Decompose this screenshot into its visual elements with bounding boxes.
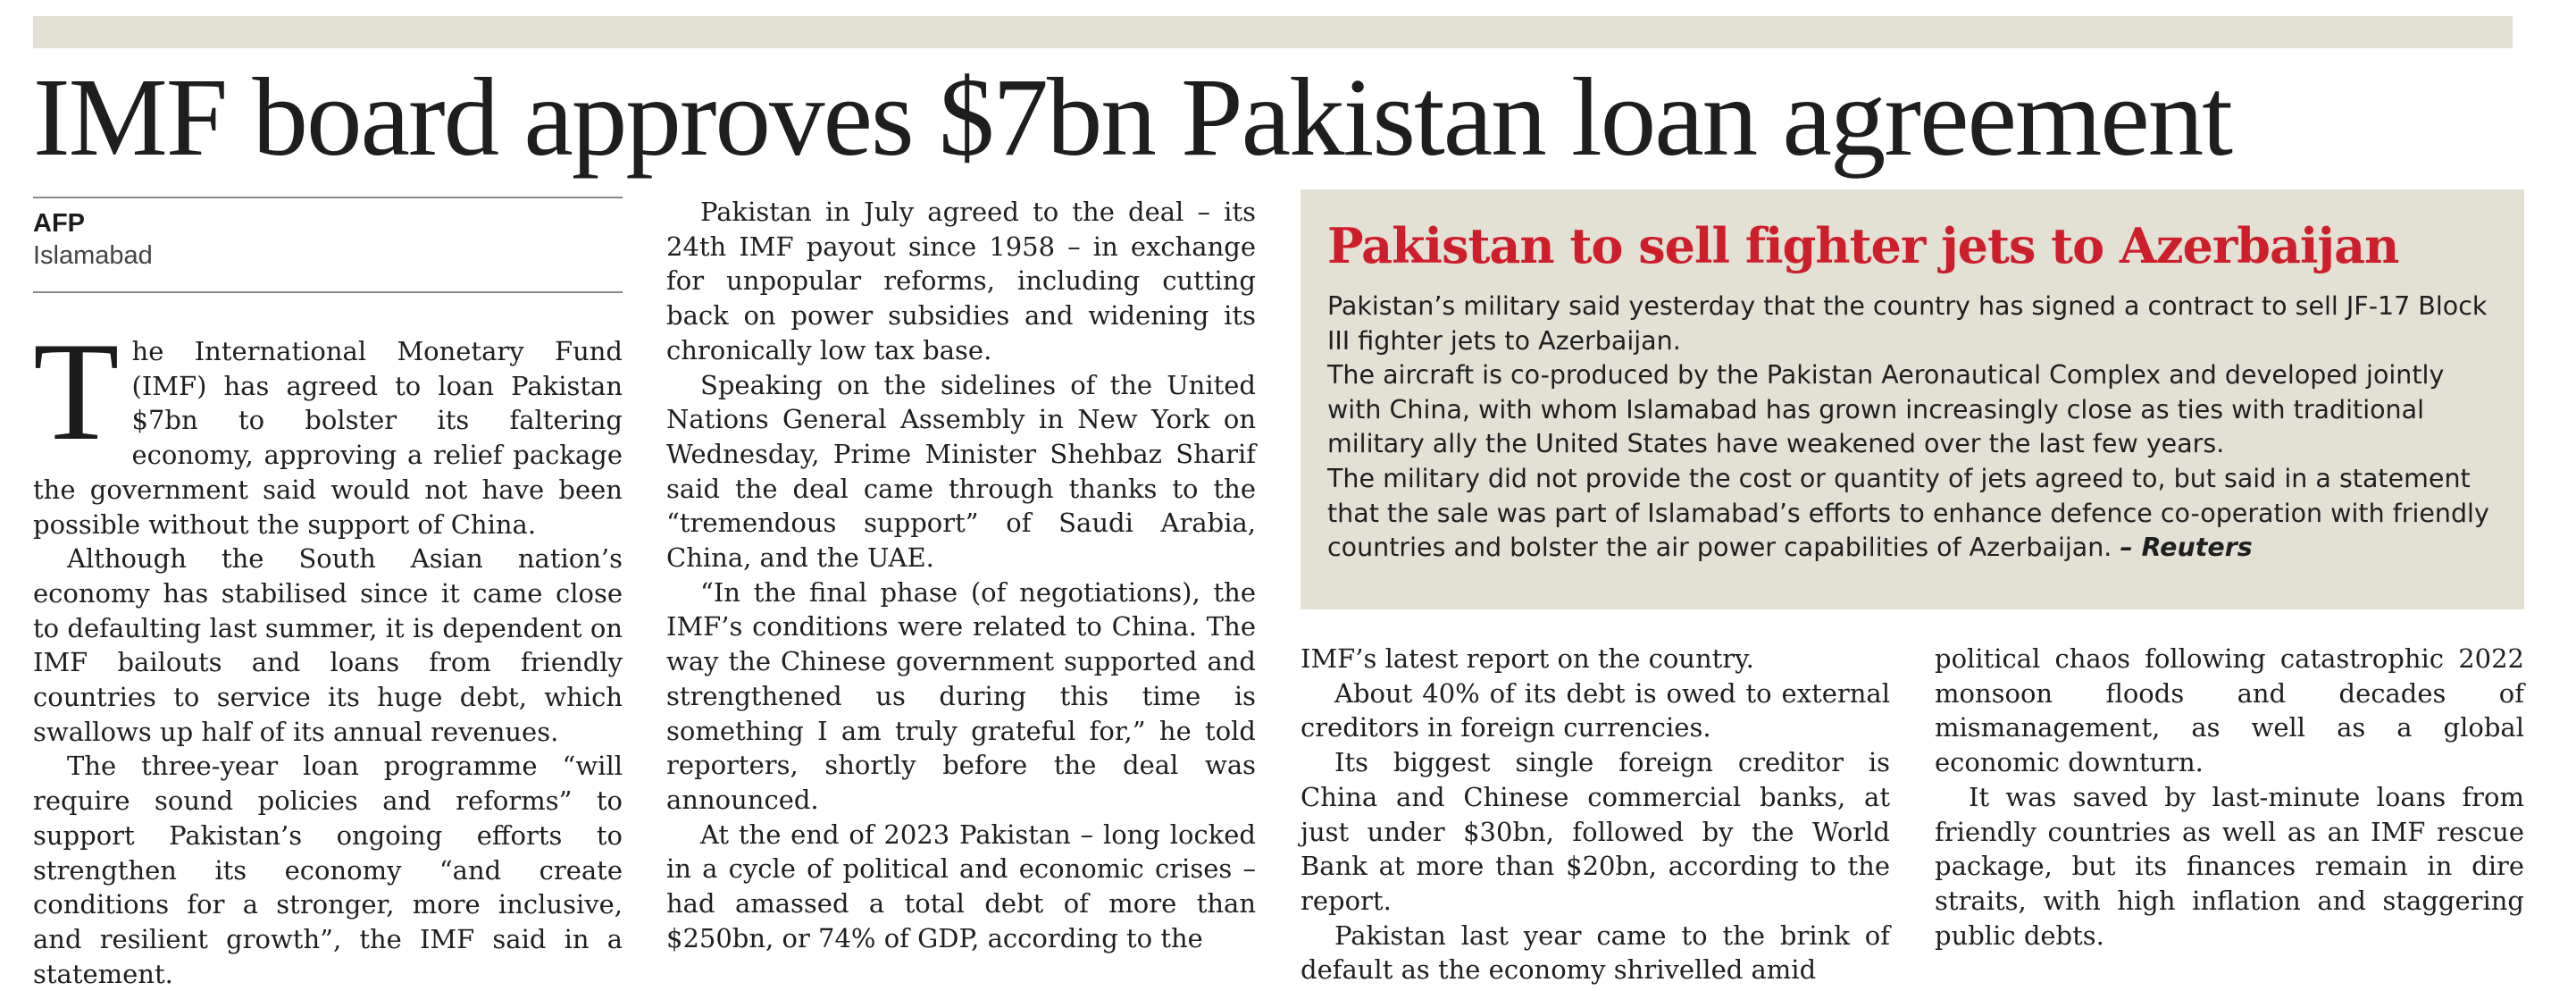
headline: IMF board approves $7bn Pakistan loan agreement	[33, 56, 2231, 180]
article-paragraph-7-continued: IMF’s latest report on the country.	[1301, 643, 1754, 674]
sidebar-paragraph-2: The aircraft is co-produced by the Pakistan Aeronautical Complex and developed jointly with China, with whom Islamabad has grown increasingly close as ties with traditional military ally the United States have weakened over the last few years.	[1327, 360, 2445, 459]
byline-location: Islamabad	[33, 241, 153, 270]
article-paragraph-3: The three-year loan programme “will require sound policies and reforms” to support Pakistan’s ongoing efforts to strengthen its economy “and create conditions for a stronger, more inclusive, and resilient growth”, the IMF said in a statement.	[33, 751, 623, 989]
article-paragraph-8: About 40% of its debt is owed to external creditors in foreign currencies.	[1301, 677, 1890, 743]
sidebar-paragraph-3: The military did not provide the cost or quantity of jets agreed to, but said in a statement that the sale was part of Islamabad’s efforts to enhance defence co-operation with friendly countries and bolster the air power capabilities of Azerbaijan. – Reuters	[1327, 463, 2489, 563]
article-paragraph-4: Pakistan in July agreed to the deal – its 24th IMF payout since 1958 – in exchange for unpopular reforms, including cutting back on power subsidies and widening its chronically low tax base.	[666, 197, 1256, 365]
article-paragraph-2: Although the South Asian nation’s economy has stabilised since it came close to defaulting last summer, it is dependent on IMF bailouts and loans from friendly countries to service its huge debt, which swallows up half of its annual revenues.	[33, 543, 623, 747]
byline-top-rule	[33, 197, 623, 198]
article-column-3	[1301, 642, 1890, 987]
sidebar-box	[1301, 189, 2524, 609]
article-paragraph-7: At the end of 2023 Pakistan – long locked in a cycle of political and economic crises – had amassed a total debt of more than $250bn, or 74% of GDP, according to the	[666, 819, 1256, 953]
byline-bottom-rule	[33, 291, 623, 293]
article-paragraph-1: The International Monetary Fund (IMF) has agreed to loan Pakistan $7bn to bolster its faltering economy, approving a relief package the government said would not have been possible without the support of China.	[33, 314, 623, 540]
drop-cap: T	[33, 314, 120, 470]
byline-author: AFP	[33, 209, 85, 238]
article-paragraph-11: It was saved by last-minute loans from friendly countries as well as an IMF rescue package, but its finances remain in dire straits, with high inflation and staggering public debts.	[1935, 781, 2524, 951]
article-paragraph-6: “In the final phase (of negotiations), the IMF’s conditions were related to China. The way the Chinese government supported and strengthened us during this time is something I am truly grateful for,” he told reporters, shortly before the deal was announced.	[666, 576, 1256, 815]
sidebar-credit: – Reuters	[2120, 533, 2253, 563]
article-column-4	[1935, 642, 2524, 953]
article-paragraph-9: Its biggest single foreign creditor is China and Chinese commercial banks, at just under $30bn, followed by the World Bank at more than $20bn, according to the report.	[1301, 747, 1890, 916]
article-paragraph-10: Pakistan last year came to the brink of default as the economy shrivelled amid	[1301, 920, 1890, 986]
sidebar-title: Pakistan to sell fighter jets to Azerbaijan	[1327, 217, 2399, 274]
sidebar-paragraph-1: Pakistan’s military said yesterday that the country has signed a contract to sell JF-17 Block III fighter jets to Azerbaijan.	[1327, 291, 2488, 356]
article-paragraph-10-continued: political chaos following catastrophic 2022 monsoon floods and decades of mismanagement, as well as a global economic downturn.	[1935, 643, 2524, 778]
byline	[33, 207, 623, 272]
article-column-2	[666, 195, 1256, 955]
top-color-bar	[33, 16, 2513, 48]
article-column-1	[33, 314, 623, 991]
article-paragraph-5: Speaking on the sidelines of the United Nations General Assembly in New York on Wednesday, Prime Minister Shehbaz Sharif said the deal came through thanks to the “tremendous support” of Saudi Arabia, China, and the UAE.	[666, 369, 1256, 574]
